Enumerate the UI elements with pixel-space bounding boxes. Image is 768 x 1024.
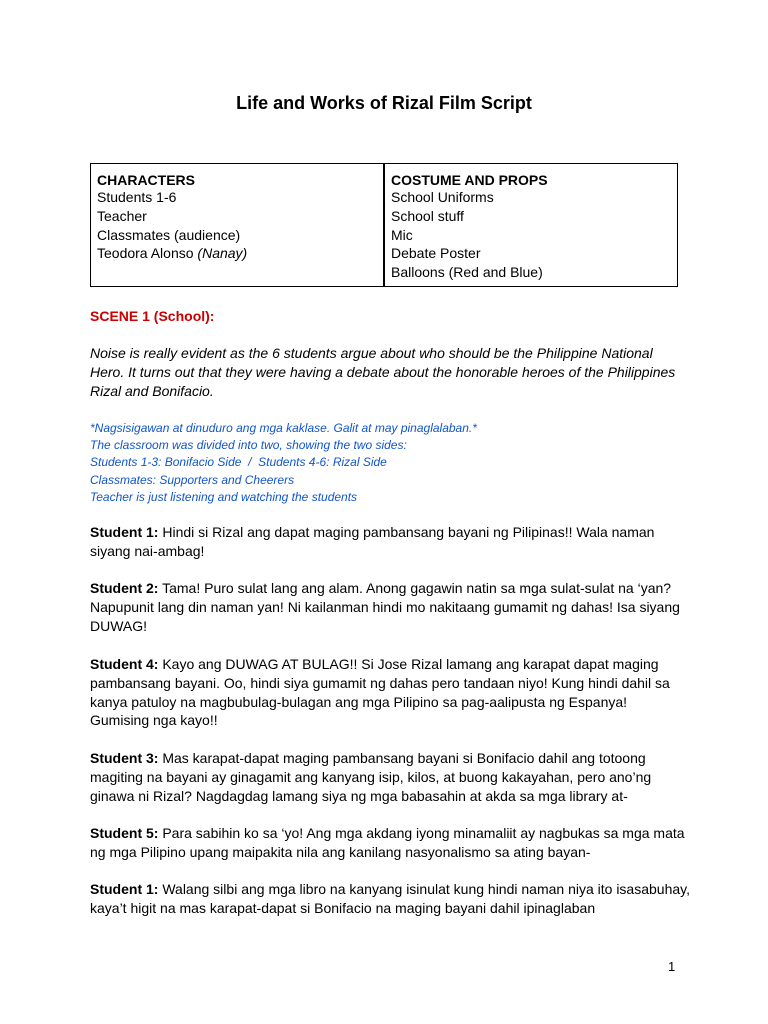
characters-column <box>91 164 385 286</box>
costume-item: School Uniforms <box>391 189 494 205</box>
dialogue-text: Walang silbi ang mga libro na kanyang isinulat kung hindi naman niya ito isasabuhay, kaya’t higit na mas karapat-dapat si Bonifacio na maging bayani dahil ipinaglaban <box>90 881 690 916</box>
characters-props-table <box>90 163 678 287</box>
page-title: Life and Works of Rizal Film Script <box>236 93 532 113</box>
dialogue-line <box>90 880 690 918</box>
costume-item: Mic <box>391 226 413 243</box>
stage-notes <box>90 420 690 506</box>
scene-heading: SCENE 1 (School): <box>90 308 215 324</box>
stage-note: Teacher is just listening and watching the students <box>90 489 358 504</box>
character-name: Teodora Alonso <box>97 245 194 262</box>
costume-column <box>385 164 677 286</box>
dialogue-line <box>90 523 690 561</box>
speaker-label: Student 2: <box>90 580 159 596</box>
dialogue-text: Para sabihin ko sa ‘yo! Ang mga akdang iyong minamaliit ay nagbukas sa mga mata ng mga Pilipino upang maipakita nila ang kanilang nasyonalismo sa ating bayan- <box>90 825 685 860</box>
stage-note: The classroom was divided into two, showing the two sides: <box>90 438 407 453</box>
dialogue-text: Hindi si Rizal ang dapat maging pambansang bayani ng Pilipinas!! Wala naman siyang nai-ambag! <box>90 524 655 559</box>
dialogue-line <box>90 749 690 805</box>
characters-header: CHARACTERS <box>97 172 195 188</box>
dialogue-line <box>90 824 690 862</box>
page-number: 1 <box>668 959 676 974</box>
character-item: Teacher <box>97 207 147 224</box>
character-item <box>97 244 377 263</box>
character-item: Students 1-6 <box>97 189 177 205</box>
speaker-label: Student 1: <box>90 881 159 897</box>
costume-header: COSTUME AND PROPS <box>391 172 548 188</box>
costume-item: Debate Poster <box>391 245 481 262</box>
dialogue-text: Kayo ang DUWAG AT BULAG!! Si Jose Rizal lamang ang karapat dapat maging pambansang bayani. Oo, hindi siya gumamit ng dahas pero tandaan niyo! Kung hindi dahil sa kanya patuloy na magbubulag-bulagan ang mga Pilipino sa pag-aalipusta ng Espanya! Gumising nga kayo!! <box>90 656 670 729</box>
dialogue-text: Tama! Puro sulat lang ang alam. Anong gagawin natin sa mga sulat-sulat na ‘yan? Napupunit lang din naman yan! Ni kailanman hindi mo nakitaang gumamit ng dahas! Isa siyang DUWAG! <box>90 580 680 634</box>
dialogue-line <box>90 655 690 730</box>
speaker-label: Student 5: <box>90 825 159 841</box>
dialogue-text: Mas karapat-dapat maging pambansang bayani si Bonifacio dahil ang totoong magiting na bayani ay ginagamit ang kanyang isip, kilos, at buong kakayahan, pero ano’ng ginawa ni Rizal? Nagdagdag lamang siya ng mga babasahin at akda sa mga library at- <box>90 750 652 804</box>
speaker-label: Student 3: <box>90 750 159 766</box>
stage-note: *Nagsisigawan at dinuduro ang mga kaklase. Galit at may pinaglalaban.* <box>90 421 477 435</box>
costume-item: School stuff <box>391 207 464 224</box>
stage-note: Classmates: Supporters and Cheerers <box>90 472 295 487</box>
nanay-note: (Nanay) <box>197 245 248 262</box>
speaker-label: Student 1: <box>90 524 159 540</box>
dialogue-line <box>90 579 690 635</box>
costume-item: Balloons (Red and Blue) <box>391 264 543 281</box>
speaker-label: Student 4: <box>90 656 159 672</box>
stage-note: Students 1-3: Bonifacio Side / Students 4-6: Rizal Side <box>90 455 387 470</box>
scene-intro: Noise is really evident as the 6 students argue about who should be the Philippine National Hero. It turns out that they were having a debate about the honorable heroes of the Philippines Rizal and Bonifacio. <box>90 345 676 399</box>
character-item: Classmates (audience) <box>97 226 241 243</box>
